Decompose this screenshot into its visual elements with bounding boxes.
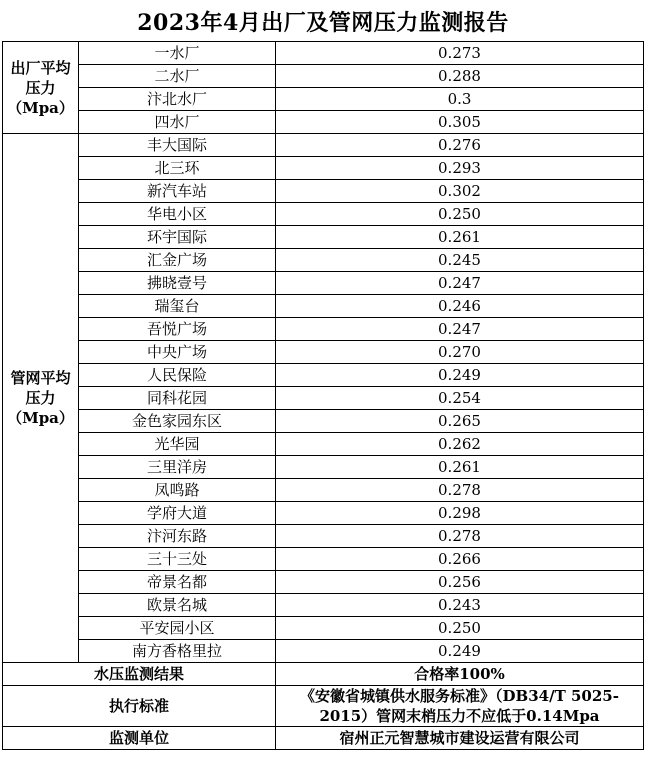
- pressure-value: 0.254: [276, 387, 644, 410]
- pressure-value: 0.305: [276, 111, 644, 134]
- network-table-row: [3, 433, 644, 456]
- pressure-value: 0.247: [276, 318, 644, 341]
- pressure-value: 0.249: [276, 364, 644, 387]
- unit-value: 宿州正元智慧城市建设运营有限公司: [276, 727, 644, 750]
- station-name: 华电小区: [79, 203, 276, 226]
- footer-result-row: [3, 663, 644, 686]
- pressure-value: 0.270: [276, 341, 644, 364]
- station-name: 北三环: [79, 157, 276, 180]
- station-name: 同科花园: [79, 387, 276, 410]
- network-table-row: [3, 226, 644, 249]
- factory-group-label-line: 压力: [25, 78, 56, 97]
- pressure-value: 0.245: [276, 249, 644, 272]
- network-table-row: [3, 180, 644, 203]
- unit-label: 监测单位: [3, 727, 276, 750]
- report-title: 2023年4月出厂及管网压力监测报告: [137, 10, 509, 36]
- station-name: 丰大国际: [79, 134, 276, 157]
- network-table-row: [3, 594, 644, 617]
- network-table-row: [3, 203, 644, 226]
- station-name: 人民保险: [79, 364, 276, 387]
- pressure-value: 0.250: [276, 617, 644, 640]
- pressure-value: 0.261: [276, 226, 644, 249]
- network-table-row: [3, 249, 644, 272]
- network-table-row: [3, 456, 644, 479]
- pressure-value: 0.298: [276, 502, 644, 525]
- network-table-row: [3, 157, 644, 180]
- station-name: 中央广场: [79, 341, 276, 364]
- standard-value-line-2: 2015）管网末梢压力不应低于0.14Mpa: [319, 707, 600, 725]
- standard-value-line-1: 《安徽省城镇供水服务标准》（DB34/T 5025-: [300, 687, 619, 705]
- pressure-value: 0.266: [276, 548, 644, 571]
- station-name: 汇金广场: [79, 249, 276, 272]
- station-name: 四水厂: [79, 111, 276, 134]
- network-table-row: [3, 617, 644, 640]
- network-table-row: [3, 364, 644, 387]
- station-name: 南方香格里拉: [79, 640, 276, 663]
- factory-table-row: [3, 42, 644, 65]
- station-name: 瑞玺台: [79, 295, 276, 318]
- standard-label: 执行标准: [3, 686, 276, 727]
- pressure-value: 0.243: [276, 594, 644, 617]
- network-group-label: [3, 134, 79, 663]
- factory-group-label-line: 出厂平均: [10, 58, 71, 77]
- station-name: 凤鸣路: [79, 479, 276, 502]
- network-table-row: [3, 502, 644, 525]
- station-name: 光华园: [79, 433, 276, 456]
- network-table-row: [3, 640, 644, 663]
- network-table-row: [3, 548, 644, 571]
- factory-group-label: [3, 42, 79, 134]
- station-name: 金色家园东区: [79, 410, 276, 433]
- pressure-table-body: [3, 42, 644, 750]
- station-name: 拂晓壹号: [79, 272, 276, 295]
- station-name: 一水厂: [79, 42, 276, 65]
- pressure-value: 0.265: [276, 410, 644, 433]
- footer-unit-row: [3, 727, 644, 750]
- network-table-row: [3, 410, 644, 433]
- factory-table-row: [3, 88, 644, 111]
- station-name: 平安园小区: [79, 617, 276, 640]
- station-name: 汴河东路: [79, 525, 276, 548]
- pressure-value: 0.302: [276, 180, 644, 203]
- pressure-value: 0.262: [276, 433, 644, 456]
- result-value: 合格率100%: [276, 663, 644, 686]
- station-name: 帝景名都: [79, 571, 276, 594]
- pressure-value: 0.249: [276, 640, 644, 663]
- factory-group-label-line: （Mpa）: [7, 98, 74, 117]
- footer-standard-row: [3, 686, 644, 727]
- network-table-row: [3, 525, 644, 548]
- station-name: 吾悦广场: [79, 318, 276, 341]
- network-table-row: [3, 479, 644, 502]
- pressure-value: 0.276: [276, 134, 644, 157]
- pressure-value: 0.278: [276, 525, 644, 548]
- station-name: 欧景名城: [79, 594, 276, 617]
- station-name: 环宇国际: [79, 226, 276, 249]
- network-table-row: [3, 387, 644, 410]
- station-name: 汴北水厂: [79, 88, 276, 111]
- pressure-value: 0.278: [276, 479, 644, 502]
- factory-table-row: [3, 111, 644, 134]
- pressure-table: [2, 41, 644, 750]
- pressure-value: 0.246: [276, 295, 644, 318]
- station-name: 三十三处: [79, 548, 276, 571]
- station-name: 学府大道: [79, 502, 276, 525]
- network-table-row: [3, 134, 644, 157]
- factory-table-row: [3, 65, 644, 88]
- network-group-label-line: 管网平均: [10, 369, 71, 387]
- pressure-value: 0.247: [276, 272, 644, 295]
- pressure-value: 0.273: [276, 42, 644, 65]
- network-table-row: [3, 571, 644, 594]
- network-table-row: [3, 318, 644, 341]
- station-name: 三里洋房: [79, 456, 276, 479]
- pressure-value: 0.288: [276, 65, 644, 88]
- pressure-value: 0.256: [276, 571, 644, 594]
- network-group-label-line: 压力: [25, 389, 56, 407]
- network-group-label-line: （Mpa）: [7, 409, 74, 427]
- pressure-value: 0.250: [276, 203, 644, 226]
- station-name: 新汽车站: [79, 180, 276, 203]
- network-table-row: [3, 272, 644, 295]
- pressure-value: 0.293: [276, 157, 644, 180]
- pressure-value: 0.261: [276, 456, 644, 479]
- result-label: 水压监测结果: [3, 663, 276, 686]
- pressure-value: 0.3: [276, 88, 644, 111]
- network-table-row: [3, 295, 644, 318]
- standard-value: [276, 686, 644, 727]
- station-name: 二水厂: [79, 65, 276, 88]
- network-table-row: [3, 341, 644, 364]
